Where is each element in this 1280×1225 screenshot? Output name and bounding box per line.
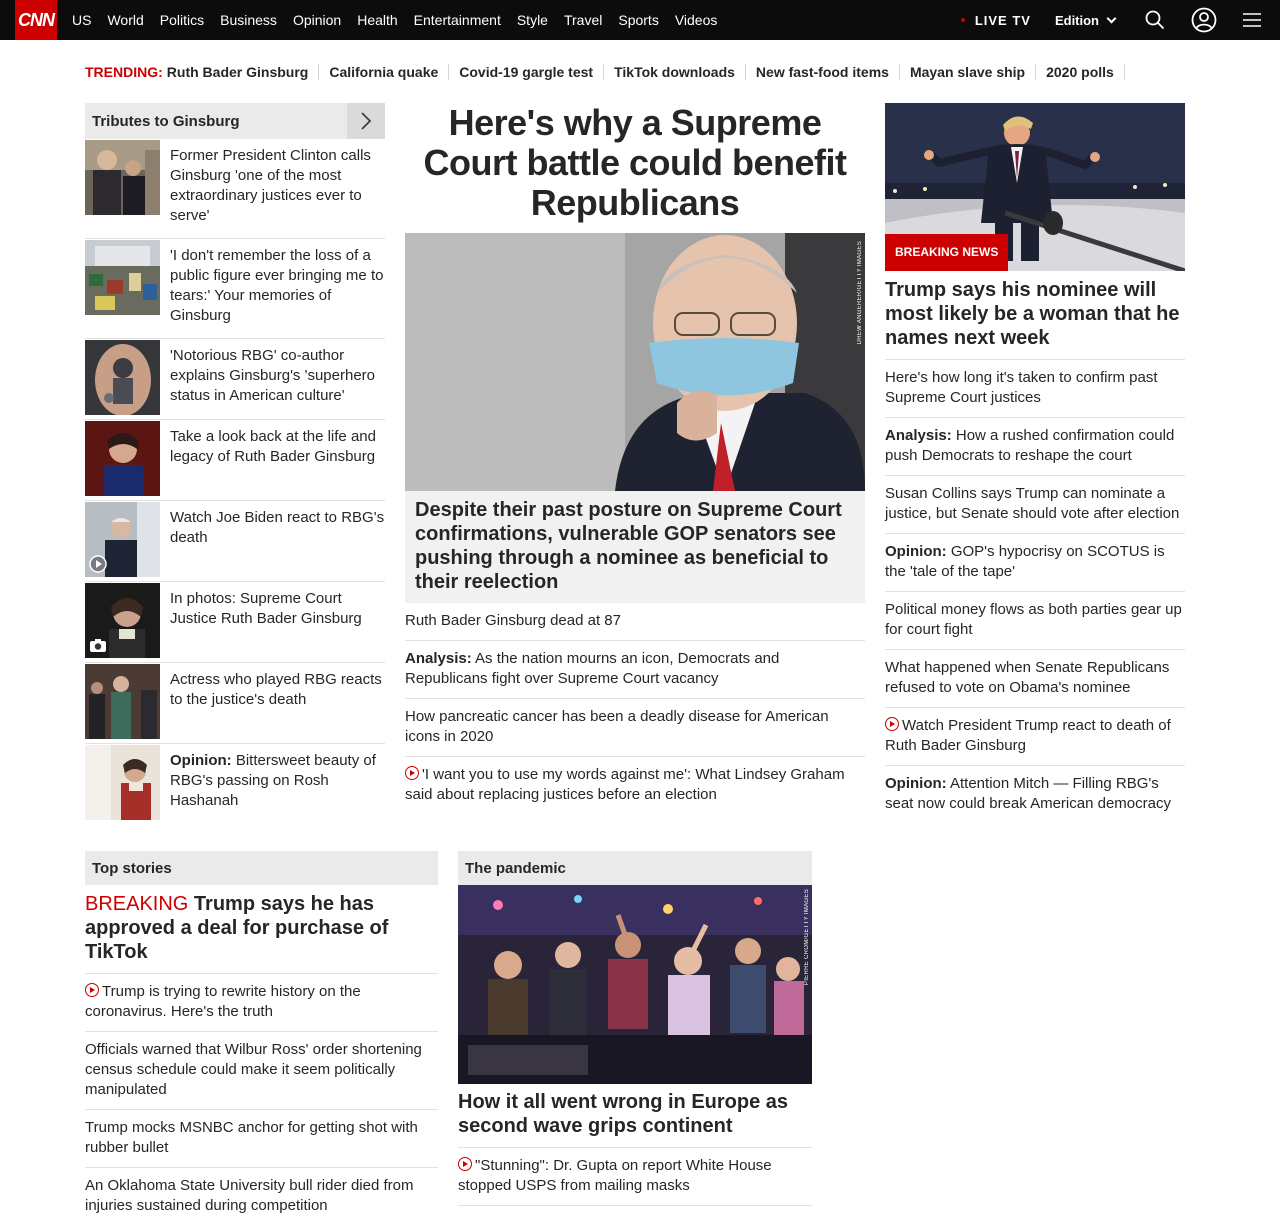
camera-icon	[89, 636, 107, 654]
list-item-text: Here's how long it's taken to confirm past Supreme Court justices	[885, 369, 1158, 406]
trending-item[interactable]: Ruth Bader Ginsburg	[167, 64, 320, 80]
breaking-headline[interactable]	[85, 885, 438, 974]
list-item[interactable]	[885, 592, 1185, 650]
list-item[interactable]	[885, 418, 1185, 476]
nav-link-health[interactable]: Health	[357, 12, 398, 28]
nav-link-world[interactable]: World	[107, 12, 144, 28]
list-item[interactable]	[405, 641, 865, 699]
chevron-down-icon	[1107, 13, 1117, 23]
list-item-text: How a rushed confirmation could push Democrats to reshape the court	[885, 427, 1175, 464]
pandemic-section	[458, 851, 812, 1206]
opinion-prefix: Opinion:	[170, 752, 232, 769]
list-item-text: Take a look back at the life and legacy of Ruth Bader Ginsburg	[170, 428, 376, 465]
play-icon	[85, 983, 99, 997]
list-item[interactable]	[85, 582, 385, 663]
nav-links	[72, 0, 733, 40]
live-tv-label: LIVE TV	[974, 12, 1031, 28]
nav-link-style[interactable]: Style	[516, 12, 548, 28]
list-item[interactable]	[885, 476, 1185, 534]
crowd-image[interactable]	[458, 885, 812, 1084]
list-item[interactable]	[85, 420, 385, 501]
trending-label: TRENDING:	[85, 64, 163, 80]
top-nav	[0, 0, 1280, 40]
list-item[interactable]	[85, 974, 438, 1032]
breaking-headline-text: Trump says he has approved a deal for purchase of TikTok	[85, 893, 389, 963]
opinion-prefix: Opinion:	[885, 543, 947, 560]
list-item-text: As the nation mourns an icon, Democrats and Republicans fight over Supreme Court vacancy	[405, 650, 780, 687]
top-stories-section	[85, 851, 438, 1225]
list-item-text: Ruth Bader Ginsburg dead at 87	[405, 612, 621, 629]
list-item-text: GOP's hypocrisy on SCOTUS is the 'tale of the tape'	[885, 543, 1165, 580]
nav-link-entertainment[interactable]: Entertainment	[413, 12, 501, 28]
list-item-text: Former President Clinton calls Ginsburg 'one of the most extraordinary justices ever to serve'	[170, 147, 371, 224]
list-item[interactable]	[85, 1168, 438, 1225]
nav-link-us[interactable]: US	[72, 12, 92, 28]
list-item[interactable]	[85, 1110, 438, 1168]
trending-item[interactable]: Covid-19 gargle test	[459, 64, 604, 80]
main-column	[405, 103, 865, 814]
trending-item[interactable]: Mayan slave ship	[910, 64, 1036, 80]
tributes-column	[85, 103, 385, 819]
play-icon	[458, 1157, 472, 1171]
right-headline[interactable]: Trump says his nominee will most likely be a woman that he names next week	[885, 271, 1185, 360]
hero-caption[interactable]: Despite their past posture on Supreme Court confirmations, vulnerable GOP senators see pushing through a nominee as beneficial to their reelection	[405, 491, 865, 603]
list-item-text: Actress who played RBG reacts to the justice's death	[170, 671, 382, 708]
mcconnell-hero-image[interactable]	[405, 233, 865, 491]
list-item[interactable]	[405, 603, 865, 641]
list-item-text: What happened when Senate Republicans refused to vote on Obama's nominee	[885, 659, 1170, 696]
list-item-text: Officials warned that Wilbur Ross' order shortening census schedule could make it seem politically manipulated	[85, 1041, 422, 1098]
right-column	[885, 103, 1185, 823]
play-icon	[885, 717, 899, 731]
live-tv-link[interactable]	[961, 13, 1031, 28]
tributes-title: Tributes to Ginsburg	[92, 112, 240, 130]
list-item-text: 'I don't remember the loss of a public figure ever bringing me to tears:' Your memories of Ginsburg	[170, 247, 384, 324]
list-item-text: Susan Collins says Trump can nominate a justice, but Senate should vote after election	[885, 485, 1180, 522]
analysis-prefix: Analysis:	[885, 427, 952, 444]
nav-right	[961, 0, 1280, 40]
list-item[interactable]	[85, 1032, 438, 1110]
list-item[interactable]	[885, 360, 1185, 418]
list-item[interactable]	[885, 708, 1185, 766]
trending-bar	[85, 62, 1135, 82]
list-item-text	[160, 744, 385, 819]
menu-icon[interactable]	[1243, 12, 1261, 28]
list-item[interactable]	[885, 766, 1185, 823]
pandemic-headline[interactable]: How it all went wrong in Europe as second wave grips continent	[458, 1084, 812, 1148]
list-item[interactable]	[885, 534, 1185, 592]
list-item[interactable]	[85, 139, 385, 239]
nav-link-sports[interactable]: Sports	[618, 12, 659, 28]
list-item[interactable]	[885, 650, 1185, 708]
clinton-thumbnail	[85, 140, 160, 215]
list-item-text: 'I want you to use my words against me': What Lindsey Graham said about replacing justices before an election	[405, 766, 845, 803]
list-item-text: "Stunning": Dr. Gupta on report White House stopped USPS from mailing masks	[458, 1157, 772, 1194]
rbg-portrait-thumbnail	[85, 421, 160, 496]
tributes-header[interactable]	[85, 103, 385, 139]
list-item-text: Watch President Trump react to death of Ruth Bader Ginsburg	[885, 717, 1171, 754]
breaking-news-badge: BREAKING NEWS	[885, 234, 1008, 271]
tattoo-thumbnail	[85, 340, 160, 415]
nav-link-videos[interactable]: Videos	[674, 12, 718, 28]
main-headline[interactable]: Here's why a Supreme Court battle could benefit Republicans	[423, 102, 847, 223]
trending-item[interactable]: TikTok downloads	[614, 64, 746, 80]
live-dot-icon	[961, 18, 965, 22]
nav-link-travel[interactable]: Travel	[563, 12, 603, 28]
list-item-text: How pancreatic cancer has been a deadly disease for American icons in 2020	[405, 708, 829, 745]
list-item-text: In photos: Supreme Court Justice Ruth Bader Ginsburg	[170, 590, 362, 627]
list-item-text: Attention Mitch — Filling RBG's seat now could break American democracy	[885, 775, 1171, 812]
list-item-text: Political money flows as both parties gear up for court fight	[885, 601, 1182, 638]
list-item-text: Trump is trying to rewrite history on the coronavirus. Here's the truth	[85, 983, 361, 1020]
image-credit: DREW ANGERER/GETTY IMAGES	[857, 241, 863, 345]
chevron-right-icon[interactable]	[347, 103, 385, 139]
list-item[interactable]	[405, 757, 865, 814]
opinion-prefix: Opinion:	[885, 775, 947, 792]
pandemic-title: The pandemic	[458, 851, 812, 885]
trending-item[interactable]: New fast-food items	[756, 64, 900, 80]
list-item-text: Watch Joe Biden react to RBG's death	[170, 509, 385, 546]
image-credit: PIERRE CROM/GETTY IMAGES	[804, 889, 810, 986]
analysis-prefix: Analysis:	[405, 650, 472, 667]
list-item[interactable]	[85, 339, 385, 420]
nav-link-politics[interactable]: Politics	[159, 12, 205, 28]
nav-link-opinion[interactable]: Opinion	[292, 12, 342, 28]
opinion-thumbnail	[85, 745, 160, 820]
list-item-body: Bittersweet beauty of RBG's passing on Rosh Hashanah	[170, 752, 376, 809]
user-account-icon[interactable]	[1191, 7, 1217, 33]
list-item[interactable]	[85, 239, 385, 339]
breaking-label: BREAKING	[85, 893, 189, 915]
memorial-thumbnail	[85, 240, 160, 315]
top-stories-title: Top stories	[85, 851, 438, 885]
list-item[interactable]	[85, 501, 385, 582]
trending-item[interactable]: 2020 polls	[1046, 64, 1125, 80]
list-item[interactable]	[458, 1148, 812, 1206]
nav-link-business[interactable]: Business	[220, 12, 277, 28]
edition-dropdown[interactable]	[1055, 13, 1115, 28]
list-item[interactable]	[405, 699, 865, 757]
actress-thumbnail	[85, 664, 160, 739]
play-icon	[405, 766, 419, 780]
biden-video-thumbnail	[85, 502, 160, 577]
list-item[interactable]	[85, 663, 385, 744]
list-item-text: 'Notorious RBG' co-author explains Ginsburg's 'superhero status in American culture'	[170, 347, 376, 404]
cnn-logo[interactable]: CNN	[15, 0, 57, 40]
search-icon[interactable]	[1145, 10, 1165, 30]
list-item[interactable]	[85, 744, 385, 819]
list-item-text: Trump mocks MSNBC anchor for getting shot with rubber bullet	[85, 1119, 418, 1156]
play-icon	[89, 555, 107, 573]
trending-item[interactable]: California quake	[329, 64, 449, 80]
gallery-thumbnail	[85, 583, 160, 658]
list-item-text: An Oklahoma State University bull rider died from injuries sustained during competition	[85, 1177, 414, 1214]
trump-image[interactable]	[885, 103, 1185, 271]
edition-label: Edition	[1054, 12, 1099, 28]
